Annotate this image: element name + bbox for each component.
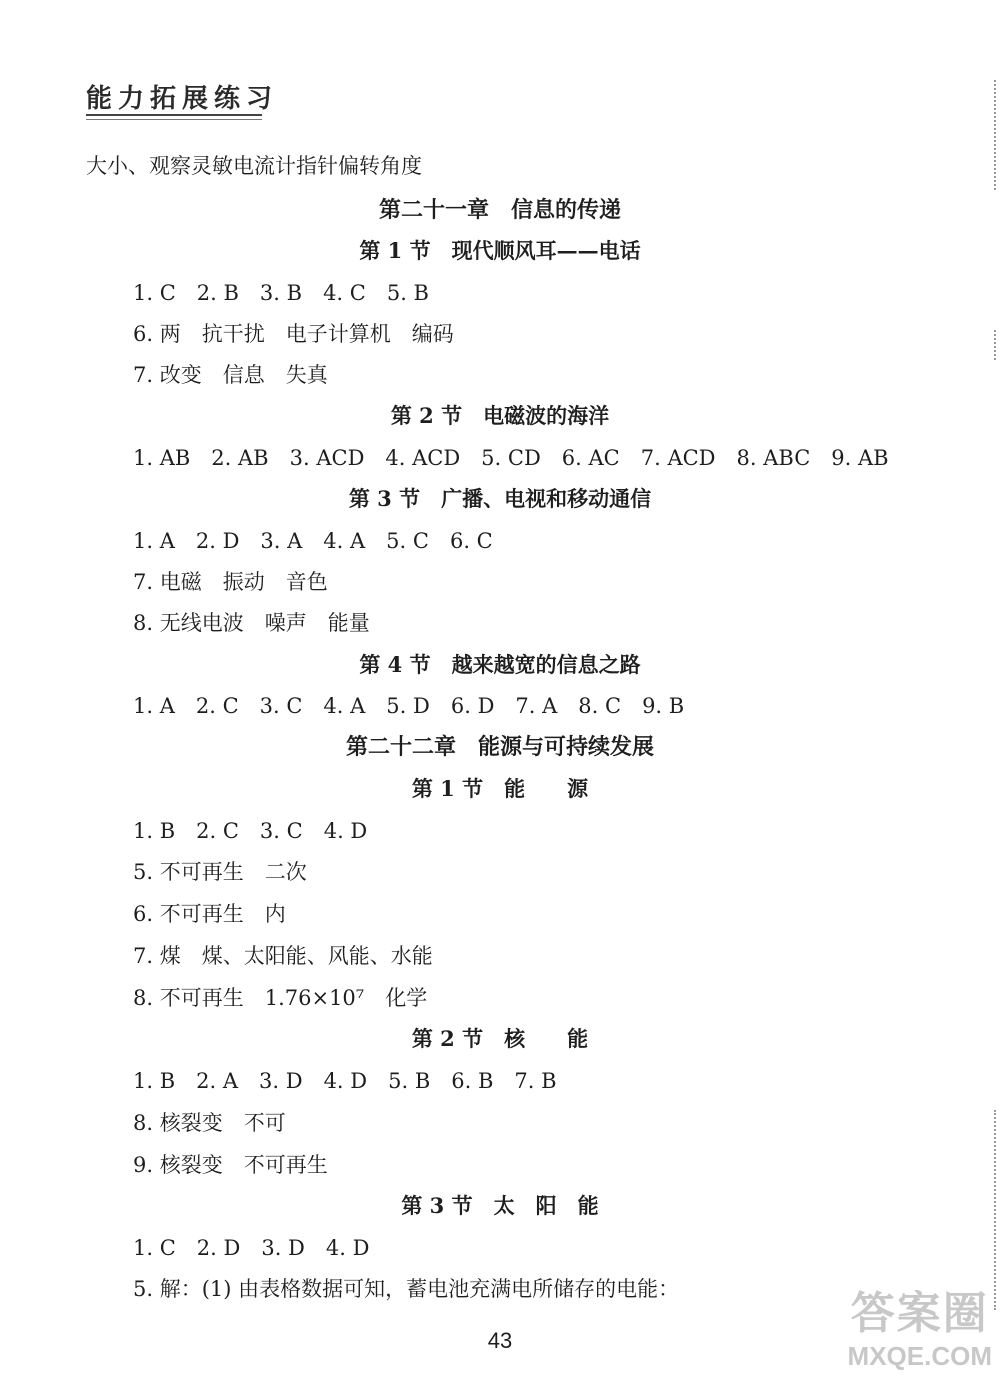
section-heading: 第 2 节 核 能 xyxy=(411,1026,589,1051)
header-rule xyxy=(86,114,262,116)
section-heading: 第 3 节 太 阳 能 xyxy=(401,1193,599,1218)
chapter-heading: 第二十一章 信息的传递 xyxy=(378,197,621,223)
answer-line: 1. B 2. C 3. C 4. D xyxy=(133,819,368,843)
section-heading: 第 1 节 现代顺风耳——电话 xyxy=(359,238,641,263)
watermark-en: MXQE.COM xyxy=(847,1341,992,1371)
chapter-heading: 第二十二章 能源与可持续发展 xyxy=(345,734,654,760)
page-number: 43 xyxy=(487,1328,513,1353)
answer-line: 8. 核裂变 不可 xyxy=(133,1111,286,1135)
continued-text: 大小、观察灵敏电流计指针偏转角度 xyxy=(86,154,422,178)
edge-dots-mid xyxy=(994,330,996,360)
watermark-cn: 答案圈 xyxy=(850,1288,989,1339)
watermark xyxy=(848,1277,992,1372)
answer-line: 8. 无线电波 噪声 能量 xyxy=(133,611,370,635)
section-heading: 第 3 节 广播、电视和移动通信 xyxy=(348,486,652,511)
answer-line: 1. C 2. B 3. B 4. C 5. B xyxy=(133,281,429,305)
answer-line: 7. 煤 煤、太阳能、风能、水能 xyxy=(133,944,433,968)
answer-line: 1. AB 2. AB 3. ACD 4. ACD 5. CD 6. AC 7. ACD 8. ABC 9. AB xyxy=(133,446,889,470)
section-heading: 第 4 节 越来越宽的信息之路 xyxy=(359,652,641,677)
answer-line: 7. 电磁 振动 音色 xyxy=(133,570,328,594)
answer-line: 6. 两 抗干扰 电子计算机 编码 xyxy=(133,322,454,346)
answer-line: 8. 不可再生 1.76×10⁷ 化学 xyxy=(133,986,428,1010)
answer-line: 5. 解：(1) 由表格数据可知，蓄电池充满电所储存的电能： xyxy=(133,1277,680,1301)
page-header xyxy=(86,78,278,115)
edge-dots-bottom xyxy=(994,1110,996,1310)
answer-line: 1. A 2. C 3. C 4. A 5. D 6. D 7. A 8. C 9. B xyxy=(133,694,685,718)
answer-line: 5. 不可再生 二次 xyxy=(133,860,307,884)
edge-dots-top xyxy=(994,80,996,190)
header-rule-thin xyxy=(86,119,262,120)
header-title: 能力拓展练习 xyxy=(86,84,279,114)
answer-line: 1. C 2. D 3. D 4. D xyxy=(133,1236,370,1260)
answer-line: 1. B 2. A 3. D 4. D 5. B 6. B 7. B xyxy=(133,1069,557,1093)
answer-line: 6. 不可再生 内 xyxy=(133,902,286,926)
answer-line: 7. 改变 信息 失真 xyxy=(133,363,328,387)
section-heading: 第 2 节 电磁波的海洋 xyxy=(390,403,610,428)
answer-line: 9. 核裂变 不可再生 xyxy=(133,1153,328,1177)
answer-line: 1. A 2. D 3. A 4. A 5. C 6. C xyxy=(133,529,493,553)
section-heading: 第 1 节 能 源 xyxy=(411,776,589,801)
